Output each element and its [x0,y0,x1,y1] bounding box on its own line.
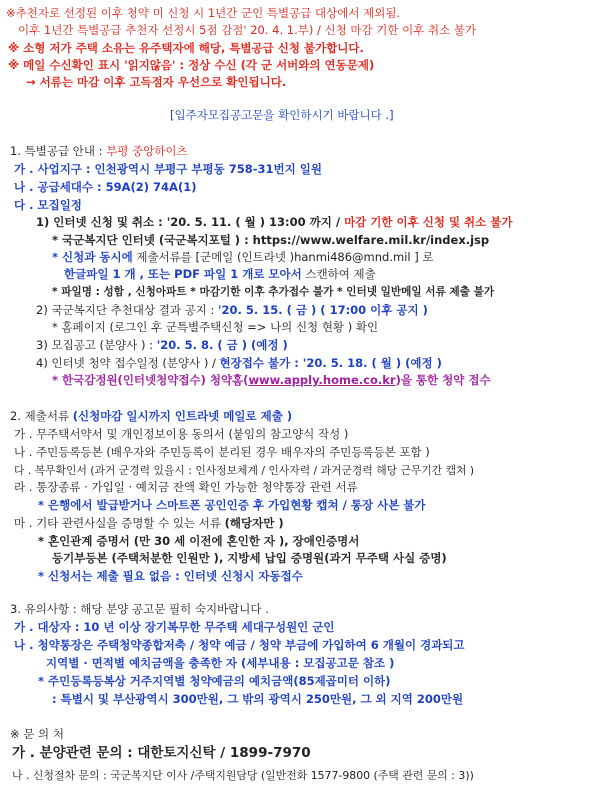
s2-item-ra: 라 . 통장종류 · 가입일 · 예치금 잔액 확인 가능한 청약통장 관련 서류 [14,480,358,494]
s2-item-ma-scope: (해당자만 ) [224,516,284,530]
banner: [입주자모집공고문을 확인하시기 바랍니다 .] [170,108,394,122]
s1-portal-url: * 국군복지단 인터넷 (국군복지포털 ) : https://www.welfare.mil.kr/index.jsp [52,233,490,247]
s3-item-na-1: 나 . 청약통장은 주택청약종합저축 / 청약 예금 / 청약 부금에 가입하여 6 개월이 경과되고 [14,638,465,652]
s1-file-note-emph: 한글파일 1 개 , 또는 PDF 파일 1 개로 모아서 [64,267,302,281]
s1-homepage-note: * 홈페이지 (로그인 후 군특별주택신청 => 나의 신청 현황 ) 확인 [52,320,379,334]
s2-registry-note: 등기부등본 (주택처분한 인원만 ), 지방세 납입 증명원(과거 무주택 사실 증명) [52,551,447,565]
s1-email-note-text: 제출서류를 [군메일 (인트라넷 )hanmi486@mnd.mil ] 로 [132,250,434,264]
notice-line-3: ※ 소형 저가 주택 소유는 유주택자에 해당, 특별공급 신청 불가합니다. [8,41,364,55]
s2-item-ga: 가 . 무주택서약서 및 개인정보이용 동의서 (붙임의 참고양식 작성 ) [14,427,349,441]
s1-schedule-2-date: '20. 5. 15. ( 금 ) ( 17:00 이후 공지 ) [218,303,428,317]
contact-procedure: 나 . 신청절차 문의 : 국군복지단 이사 /주택지원담당 (일반전화 1577-9800 (주택 관련 문의 : 3)) [12,769,474,782]
notice-line-5: → 서류는 마감 이후 고득점자 우선으로 확인됩니다. [26,75,287,89]
s2-item-na: 나 . 주민등록등본 (배우자와 주민등록이 분리된 경우 배우자의 주민등록등본 포함 ) [14,445,430,459]
s1-schedule-2 [36,303,428,318]
s2-bank-note: * 은행에서 발급받거나 스마트폰 공인인증 후 가입현황 캡쳐 / 통장 사본 불가 [38,498,426,512]
s1-schedule-3-text: 3) 모집공고 (분양사 ) : [36,338,157,352]
s1-schedule-4-date: 현장접수 불가 : '20. 5. 18. ( 월 ) (예정 ) [219,356,442,370]
s1-schedule-2-text: 2) 국군복지단 추천대상 결과 공지 : [36,303,219,317]
s1-item-na: 나 . 공급세대수 : 59A(2) 74A(1) [14,180,197,194]
section-1-title-project: 부평 중앙하이츠 [106,144,188,158]
s1-filename-note: * 파일명 : 성함 , 신청아파트 * 마감기한 이후 추가접수 불가 * 인터넷 일반메일 서류 제출 불가 [52,286,495,298]
s1-email-note [52,250,434,265]
s1-apply-home-note [52,373,491,388]
s3-item-ga: 가 . 대상자 : 10 년 이상 장기복무한 무주택 세대구성원인 군인 [14,620,335,634]
s1-apply-home-link[interactable]: www.apply.home.co.kr [248,373,396,387]
section-2-title [10,409,292,424]
s2-item-da: 다 . 복무확인서 (과거 군경력 있을시 : 인사정보체계 / 인사자력 / 과거군경력 해당 근무기간 캡쳐 ) [14,464,475,477]
s1-file-note-text: 스캔하여 제출 [301,267,376,281]
section-1-title [10,144,188,159]
s1-item-ga: 가 . 사업지구 : 인천광역시 부평구 부평동 758-31번지 일원 [14,162,322,176]
s3-deposit-amounts: : 특별시 및 부산광역시 300만원, 그 밖의 광역시 250만원, 그 외 지역 200만원 [52,692,464,706]
s1-apply-home-text: * 한국감정원(인터넷청약접수) 청약홈( [52,373,249,387]
section-2-title-label: 2. 제출서류 [10,409,73,423]
s2-item-ma [14,516,284,531]
s1-apply-home-tail: )을 통한 청약 접수 [395,373,491,387]
section-2-title-deadline: (신청마감 일시까지 인트라넷 메일로 제출 ) [72,409,293,423]
s2-auto-submit-note: * 신청서는 제출 필요 없음 : 인터넷 신청시 자동접수 [38,569,303,583]
s1-schedule-4 [36,356,442,371]
s1-schedule-1-warning: 마감 기한 이후 신청 및 취소 불가 [344,215,513,229]
s1-schedule-3-date: '20. 5. 8. ( 금 ) (예정 ) [156,338,288,352]
s1-email-note-emph: * 신청과 동시에 [52,250,133,264]
s2-item-ma-text: 마 . 기타 관련사실을 증명할 수 있는 서류 [14,516,225,530]
s1-schedule-3 [36,338,288,353]
s2-marriage-note: * 혼인관계 증명서 (만 30 세 이전에 혼인한 자 ), 장애인증명서 [38,534,360,548]
notice-line-2: 이후 1년간 특별공급 추천자 선정시 5점 감점' 20. 4. 1.부) / 신청 마감 기한 이후 취소 불가 [18,23,477,37]
section-3-title: 3. 유의사항 : 해당 분양 공고문 필히 숙지바랍니다 . [10,602,269,616]
s1-schedule-4-text: 4) 인터넷 청약 접수일정 (분양사 ) / [36,356,220,370]
contact-title: ※ 문 의 처 [10,727,64,741]
s3-deposit-note: * 주민등록등복상 거주지역별 청약예금의 예치금액(85제곱미터 이하) [38,674,391,688]
s1-file-note [64,267,376,282]
s1-schedule-1 [36,215,513,230]
s1-item-da: 다 . 모집일정 [14,198,82,212]
contact-sales: 가 . 분양관련 문의 : 대한토지신탁 / 1899-7970 [12,745,311,761]
section-1-title-label: 1. 특별공급 안내 : [10,144,107,158]
s1-schedule-1-text: 1) 인터넷 신청 및 취소 : '20. 5. 11. ( 월 ) 13:00 까지 / [36,215,345,229]
notice-line-4: ※ 메일 수신확인 표시 '읽지않음' : 정상 수신 (각 군 서버와의 연동문제) [8,58,375,72]
notice-line-1: ※추천자로 선정된 이후 청약 미 신청 시 1년간 군인 특별공급 대상에서 제외됨. [6,6,401,20]
s3-item-na-2: 지역별 · 면적별 예치금액을 충족한 자 (세부내용 : 모집공고문 참조 ) [46,656,395,670]
